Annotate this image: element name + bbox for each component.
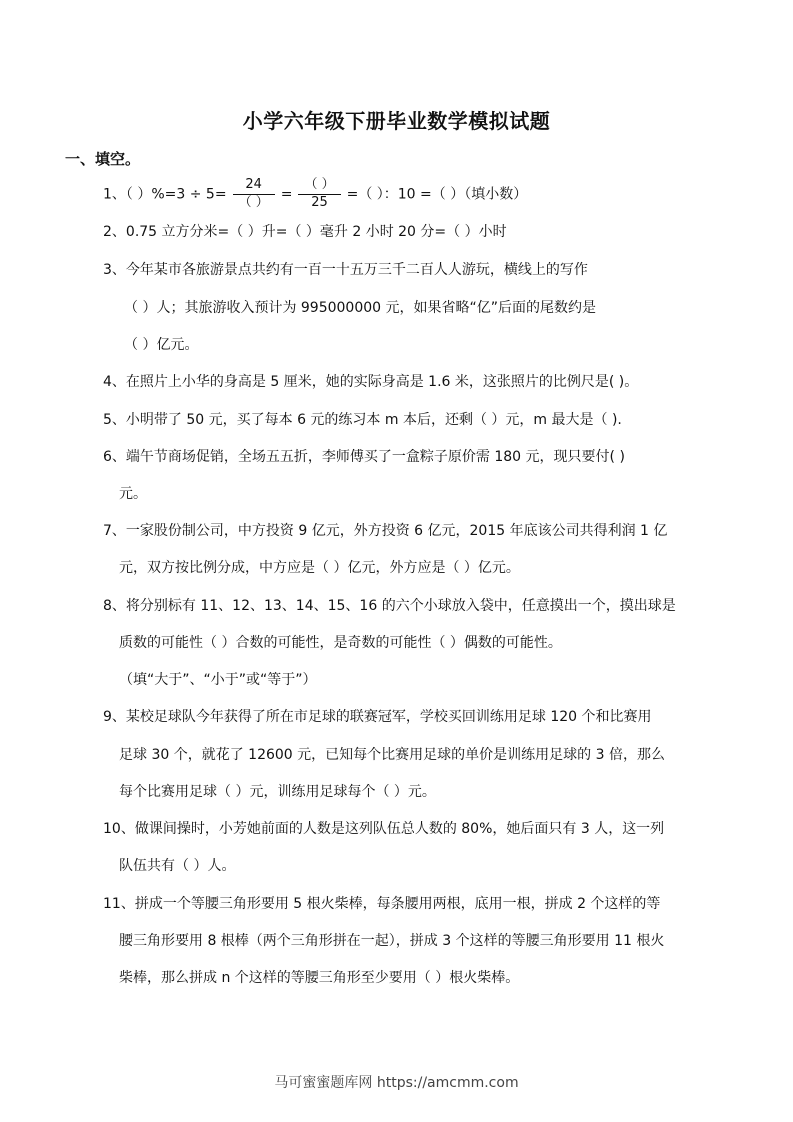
q1-text-a: 1、（ ）%=3 ÷ 5= xyxy=(103,186,227,203)
page-title: 小学六年级下册毕业数学模拟试题 xyxy=(242,109,551,133)
fraction-1-denominator: （ ） xyxy=(238,194,269,210)
fraction-1 xyxy=(233,178,275,211)
question-line: （ ）亿元。 xyxy=(124,337,199,353)
question-line: 元，双方按比例分成，中方应是（ ）亿元，外方应是（ ）亿元。 xyxy=(119,560,520,576)
question-line: 11、拼成一个等腰三角形要用 5 根火柴棒，每条腰用两根，底用一根，拼成 2 个这样的等 xyxy=(103,896,661,912)
question-line: 3、今年某市各旅游景点共约有一百一十五万三千二百人人游玩，横线上的写作 xyxy=(103,262,588,278)
q1-equals: = xyxy=(280,186,293,203)
question-line: 2、0.75 立方分米=（ ）升=（ ）毫升 2 小时 20 分=（ ）小时 xyxy=(103,224,507,240)
section-heading: 一、填空。 xyxy=(65,150,141,168)
question-line: 质数的可能性（ ）合数的可能性，是奇数的可能性（ ）偶数的可能性。 xyxy=(119,635,562,651)
footer-watermark: 马可蜜蜜题库网 https://amcmm.com xyxy=(274,1075,519,1091)
q1-text-b: =（ ）：10 =（ ）（填小数） xyxy=(346,186,528,203)
question-line: 4、在照片上小华的身高是 5 厘米，她的实际身高是 1.6 米，这张照片的比例尺是( )。 xyxy=(103,374,639,390)
fraction-2-numerator: （ ） xyxy=(298,178,340,195)
question-1 xyxy=(103,178,527,211)
fraction-2-denominator: 25 xyxy=(311,194,328,210)
fraction-1-numerator: 24 xyxy=(233,178,275,195)
question-line: 队伍共有（ ）人。 xyxy=(119,858,236,874)
fraction-2 xyxy=(298,178,340,211)
question-line: 每个比赛用足球（ ）元，训练用足球每个（ ）元。 xyxy=(119,784,436,800)
question-line: 足球 30 个，就花了 12600 元，已知每个比赛用足球的单价是训练用足球的 3 倍，那么 xyxy=(119,747,665,763)
question-line: （ ）人；其旅游收入预计为 995000000 元，如果省略“亿”后面的尾数约是 xyxy=(124,300,597,316)
question-line: 8、将分别标有 11、12、13、14、15、16 的六个小球放入袋中，任意摸出一个，摸出球是 xyxy=(103,598,676,614)
question-line: 10、做课间操时，小芳她前面的人数是这列队伍总人数的 80%，她后面只有 3 人，这一列 xyxy=(103,821,665,837)
question-line: （填“大于”、“小于”或“等于”） xyxy=(119,672,317,688)
question-line: 7、一家股份制公司，中方投资 9 亿元，外方投资 6 亿元，2015 年底该公司共得利润 1 亿 xyxy=(103,523,668,539)
question-line: 腰三角形要用 8 根棒（两个三角形拼在一起），拼成 3 个这样的等腰三角形要用 11 根火 xyxy=(119,933,665,949)
question-line: 元。 xyxy=(119,486,147,502)
question-line: 柴棒，那么拼成 n 个这样的等腰三角形至少要用（ ）根火柴棒。 xyxy=(119,970,520,986)
question-line: 5、小明带了 50 元，买了每本 6 元的练习本 m 本后，还剩（ ）元，m 最大是（ ). xyxy=(103,412,622,428)
question-line: 6、端午节商场促销，全场五五折，李师傅买了一盒粽子原价需 180 元，现只要付( ) xyxy=(103,449,625,465)
question-line: 9、某校足球队今年获得了所在市足球的联赛冠军，学校买回训练用足球 120 个和比赛用 xyxy=(103,709,652,725)
